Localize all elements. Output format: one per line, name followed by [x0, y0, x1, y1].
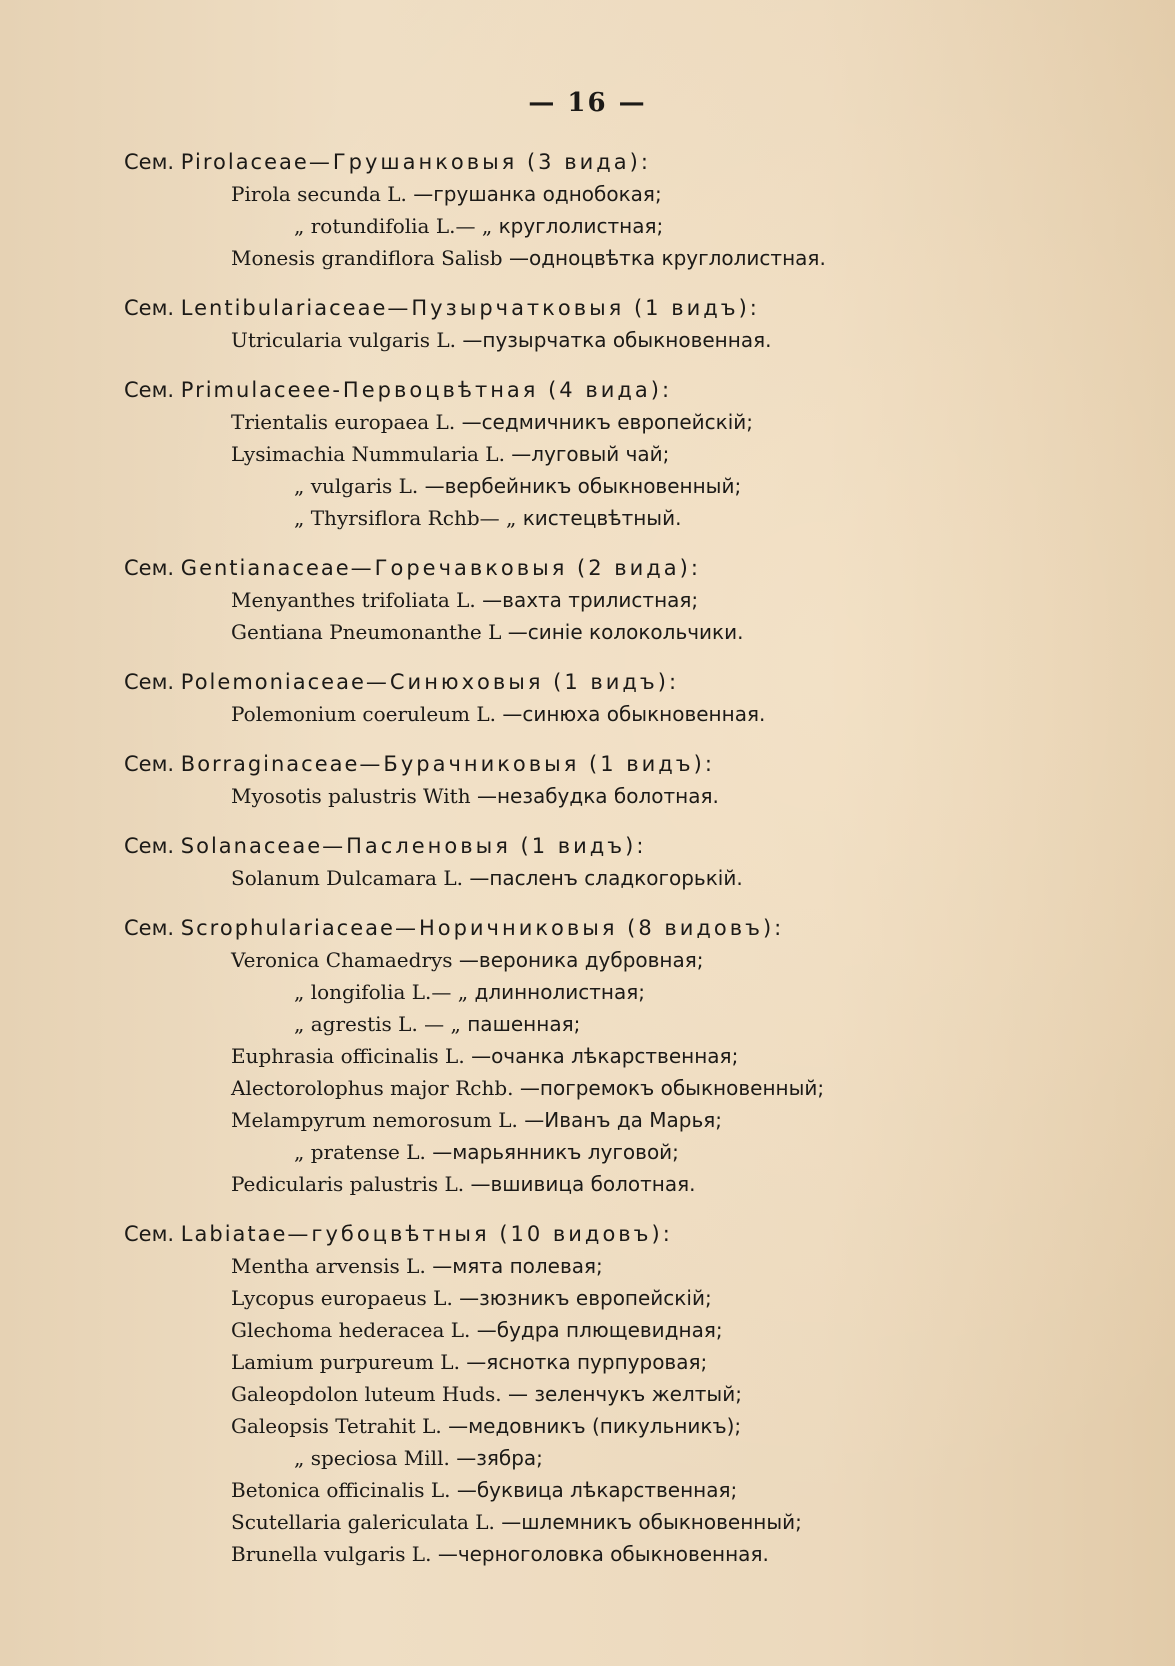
species-latin-name: Betonica officinalis L.: [231, 1478, 451, 1502]
family-prefix: Сем.: [124, 296, 175, 320]
species-russian-name: —вахта трилистная;: [482, 588, 699, 612]
species-latin-name: Mentha arvensis L.: [231, 1254, 426, 1278]
species-latin-name: Pirola secunda L.: [231, 182, 407, 206]
family-russian-name: -Первоцвѣтная (4 вида):: [332, 378, 673, 402]
family-russian-name: —Пасленовыя (1 видъ):: [322, 834, 647, 858]
species-russian-name: —погремокъ обыкновенный;: [519, 1076, 825, 1100]
species-latin-name: Monesis grandiflora Salisb: [231, 246, 503, 270]
family-prefix: Сем.: [124, 916, 175, 940]
species-latin-name: „ pratense L.: [294, 1140, 426, 1164]
species-latin-name: „ longifolia L.— „: [294, 980, 469, 1004]
species-latin-name: Lysimachia Nummularia L.: [231, 442, 505, 466]
family-section: [124, 666, 1134, 730]
species-entry: [124, 1506, 1134, 1538]
species-russian-name: —вероника дубровная;: [458, 948, 704, 972]
species-latin-name: „ agrestis L. — „: [294, 1012, 461, 1036]
family-heading: [124, 748, 1134, 780]
family-prefix: Сем.: [124, 752, 175, 776]
family-russian-name: —Норичниковыя (8 видовъ):: [394, 916, 785, 940]
family-heading: [124, 912, 1134, 944]
species-latin-name: Brunella vulgaris L.: [231, 1542, 432, 1566]
species-latin-name: „ Thyrsiflora Rchb— „: [294, 506, 517, 530]
family-prefix: Сем.: [124, 670, 175, 694]
species-entry: [124, 1136, 1134, 1168]
species-russian-name: —седмичникъ европейскій;: [461, 410, 754, 434]
species-russian-name: —пасленъ сладкогорькій.: [469, 866, 743, 890]
species-russian-name: —зюзникъ европейскій;: [459, 1286, 712, 1310]
family-russian-name: —Горечавковыя (2 вида):: [350, 556, 701, 580]
species-russian-name: длиннолистная;: [474, 980, 646, 1004]
species-entry: [124, 616, 1134, 648]
species-latin-name: Glechoma hederacea L.: [231, 1318, 471, 1342]
species-russian-name: круглолистная;: [498, 214, 664, 238]
species-latin-name: Lamium purpureum L.: [231, 1350, 460, 1374]
species-russian-name: —медовникъ (пикульникъ);: [448, 1414, 742, 1438]
family-heading: [124, 552, 1134, 584]
species-latin-name: Pedicularis palustris L.: [231, 1172, 465, 1196]
family-latin-name: Primulaceee: [180, 378, 333, 402]
family-prefix: Сем.: [124, 556, 175, 580]
species-entry: [124, 1346, 1134, 1378]
species-latin-name: Alectorolophus major Rchb.: [231, 1076, 514, 1100]
species-entry: [124, 1168, 1134, 1200]
species-entry: [124, 1442, 1134, 1474]
family-section: [124, 912, 1134, 1200]
species-entry: [124, 406, 1134, 438]
species-entry: [124, 210, 1134, 242]
species-latin-name: „ speciosa Mill.: [294, 1446, 450, 1470]
species-entry: [124, 438, 1134, 470]
species-latin-name: „ vulgaris L.: [294, 474, 419, 498]
species-russian-name: —очанка лѣкарственная;: [471, 1044, 739, 1068]
species-latin-name: Menyanthes trifoliata L.: [231, 588, 476, 612]
species-entry: [124, 862, 1134, 894]
family-heading: [124, 374, 1134, 406]
family-section: [124, 1218, 1134, 1570]
family-prefix: Сем.: [124, 150, 175, 174]
species-russian-name: —буквица лѣкарственная;: [456, 1478, 738, 1502]
family-russian-name: —Пузырчатковыя (1 видъ):: [387, 296, 760, 320]
family-latin-name: Solanaceae: [180, 834, 323, 858]
species-russian-name: —мята полевая;: [432, 1254, 603, 1278]
family-heading: [124, 1218, 1134, 1250]
species-russian-name: —вербейникъ обыкновенный;: [424, 474, 742, 498]
species-entry: [124, 1314, 1134, 1346]
family-prefix: Сем.: [124, 834, 175, 858]
family-heading: [124, 830, 1134, 862]
species-entry: [124, 698, 1134, 730]
family-heading: [124, 292, 1134, 324]
species-latin-name: Myosotis palustris With: [231, 784, 471, 808]
species-russian-name: —зябра;: [456, 1446, 543, 1470]
species-latin-name: Utricularia vulgaris L.: [231, 328, 457, 352]
species-russian-name: —незабудка болотная.: [476, 784, 719, 808]
species-latin-name: Melampyrum nemorosum L.: [231, 1108, 518, 1132]
species-entry: [124, 584, 1134, 616]
species-latin-name: Solanum Dulcamara L.: [231, 866, 463, 890]
species-russian-name: — зеленчукъ желтый;: [507, 1382, 742, 1406]
family-latin-name: Pirolaceae: [180, 150, 309, 174]
species-latin-name: Lycopus europaeus L.: [231, 1286, 453, 1310]
species-russian-name: —будра плющевидная;: [476, 1318, 723, 1342]
species-entry: [124, 1072, 1134, 1104]
species-entry: [124, 1410, 1134, 1442]
species-entry: [124, 1104, 1134, 1136]
species-russian-name: —черноголовка обыкновенная.: [437, 1542, 769, 1566]
family-section: [124, 830, 1134, 894]
species-entry: [124, 1538, 1134, 1570]
family-section: [124, 374, 1134, 534]
species-entry: [124, 242, 1134, 274]
species-latin-name: Galeopdolon luteum Huds.: [231, 1382, 502, 1406]
species-russian-name: —одноцвѣтка круглолистная.: [508, 246, 826, 270]
species-entry: [124, 1040, 1134, 1072]
species-russian-name: —марьянникъ луговой;: [432, 1140, 679, 1164]
species-entry: [124, 1474, 1134, 1506]
family-section: [124, 146, 1134, 274]
species-latin-name: Euphrasia officinalis L.: [231, 1044, 465, 1068]
family-latin-name: Lentibulariaceae: [180, 296, 388, 320]
family-section: [124, 552, 1134, 648]
family-latin-name: Labiatae: [180, 1222, 288, 1246]
species-list: [124, 146, 1134, 1588]
family-section: [124, 748, 1134, 812]
species-entry: [124, 1250, 1134, 1282]
species-latin-name: Trientalis europaea L.: [231, 410, 456, 434]
species-latin-name: „ rotundifolia L.— „: [294, 214, 493, 238]
family-russian-name: —Бурачниковыя (1 видъ):: [359, 752, 715, 776]
family-russian-name: —Синюховыя (1 видъ):: [365, 670, 680, 694]
family-russian-name: —Грушанковыя (3 вида):: [308, 150, 651, 174]
species-russian-name: кистецвѣтный.: [522, 506, 682, 530]
family-heading: [124, 666, 1134, 698]
species-russian-name: —синюха обыкновенная.: [502, 702, 766, 726]
species-entry: [124, 324, 1134, 356]
family-latin-name: Gentianaceae: [180, 556, 351, 580]
species-entry: [124, 976, 1134, 1008]
species-latin-name: Polemonium coeruleum L.: [231, 702, 496, 726]
species-entry: [124, 502, 1134, 534]
species-entry: [124, 780, 1134, 812]
species-latin-name: Scutellaria galericulata L.: [231, 1510, 495, 1534]
species-russian-name: —вшивица болотная.: [470, 1172, 696, 1196]
species-russian-name: —грушанка однобокая;: [413, 182, 662, 206]
page-number: — 16 —: [528, 88, 647, 118]
species-russian-name: —луговый чай;: [511, 442, 670, 466]
species-latin-name: Galeopsis Tetrahit L.: [231, 1414, 442, 1438]
species-entry: [124, 1282, 1134, 1314]
species-entry: [124, 1378, 1134, 1410]
species-entry: [124, 178, 1134, 210]
family-latin-name: Borraginaceae: [180, 752, 360, 776]
species-russian-name: —яснотка пурпуровая;: [466, 1350, 708, 1374]
species-entry: [124, 944, 1134, 976]
species-russian-name: пашенная;: [467, 1012, 581, 1036]
species-entry: [124, 1008, 1134, 1040]
species-latin-name: Gentiana Pneumonanthe L: [231, 620, 502, 644]
family-prefix: Сем.: [124, 378, 175, 402]
family-russian-name: —губоцвѣтныя (10 видовъ):: [287, 1222, 673, 1246]
species-russian-name: —Иванъ да Марья;: [524, 1108, 723, 1132]
family-latin-name: Polemoniaceae: [180, 670, 366, 694]
species-latin-name: Veronica Chamaedrys: [231, 948, 453, 972]
species-russian-name: —пузырчатка обыкновенная.: [462, 328, 772, 352]
family-heading: [124, 146, 1134, 178]
family-prefix: Сем.: [124, 1222, 175, 1246]
species-russian-name: —шлемникъ обыкновенный;: [501, 1510, 802, 1534]
species-russian-name: —синіе колокольчики.: [507, 620, 744, 644]
family-latin-name: Scrophulariaceae: [180, 916, 395, 940]
family-section: [124, 292, 1134, 356]
species-entry: [124, 470, 1134, 502]
